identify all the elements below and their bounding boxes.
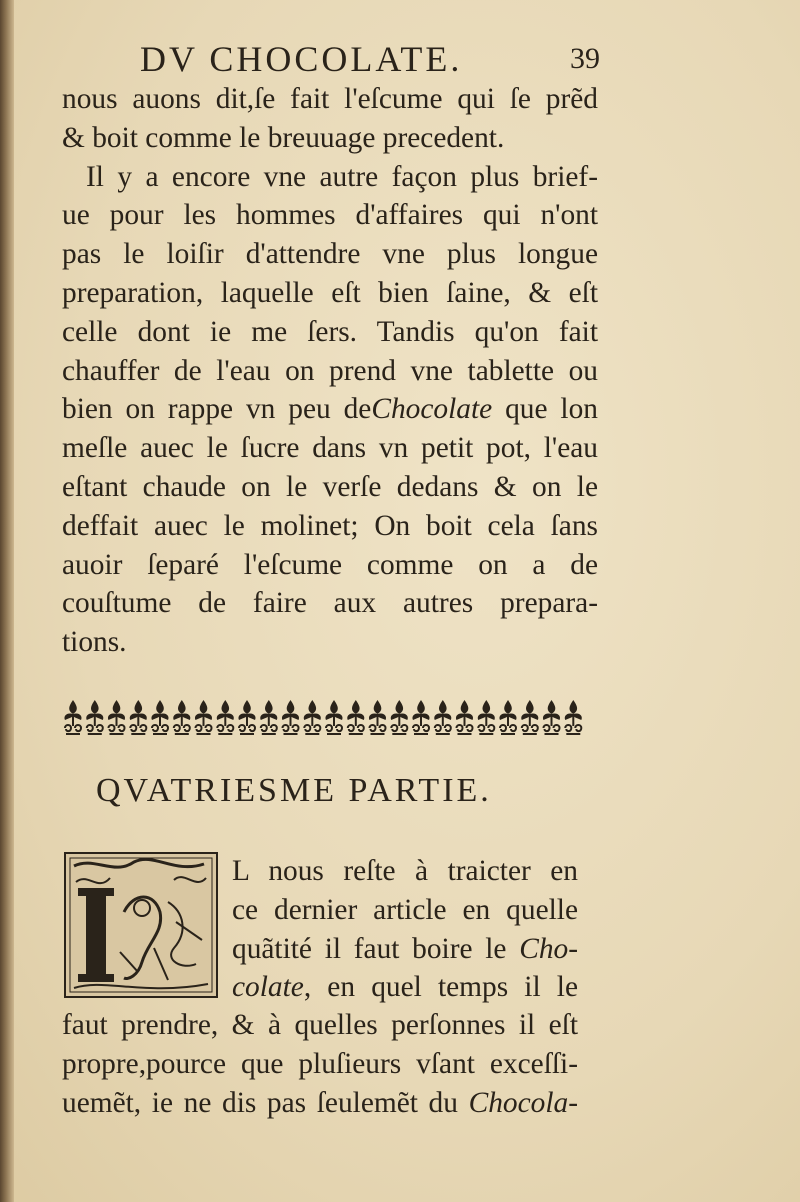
fleuron-icon — [64, 700, 81, 734]
text-line — [62, 390, 598, 429]
fleuron-icon — [499, 700, 516, 734]
text-line: deffait auec le molinet; On boit cela ſans — [62, 509, 598, 542]
text-span: bien on rappe vn peu de — [62, 393, 372, 426]
text-span: uemẽt, ie ne dis pas ſeulemẽt du — [62, 1086, 458, 1119]
fleuron-icon — [238, 700, 255, 734]
page-number: 39 — [570, 42, 600, 75]
text-line — [232, 930, 578, 969]
fleuron-icon — [173, 700, 190, 734]
text-line: chauffer de l'eau on prend vne tablette ou — [62, 354, 598, 387]
decorated-initial-i — [64, 852, 218, 998]
page-header — [140, 38, 600, 82]
text-line — [232, 968, 578, 1007]
chapter-opening-continued — [62, 1006, 578, 1122]
fleuron-icon — [456, 700, 473, 734]
text-line: preparation, laquelle eſt bien ſaine, & eſt — [62, 276, 598, 309]
text-line: faut prendre, & à quelles perſonnes il eſt — [62, 1009, 578, 1041]
section-title: QVATRIESME PARTIE. — [96, 772, 492, 809]
text-line: meſle auec le ſucre dans vn petit pot, l'eau — [62, 432, 598, 465]
text-span: , en quel temps il le — [303, 971, 578, 1004]
chapter-opening-indented — [232, 852, 578, 1007]
fleuron-icon — [217, 700, 234, 734]
text-line: & boit comme le breuuage precedent. — [62, 121, 505, 154]
body-paragraph — [62, 80, 598, 662]
text-line: propre,pource que pluſieurs vſant exceſſi- — [62, 1047, 578, 1080]
fleuron-icon — [369, 700, 386, 734]
fleuron-icon — [195, 700, 212, 734]
fleuron-icon — [151, 700, 168, 734]
text-line: auoir ſeparé l'eſcume comme on a de — [62, 548, 598, 581]
fleuron-icon — [130, 700, 147, 734]
fleuron-icon — [412, 700, 429, 734]
fleuron-icon — [260, 700, 277, 734]
text-line: pas le loiſir d'attendre vne plus longue — [62, 238, 598, 271]
fleuron-icon — [108, 700, 125, 734]
text-line: eſtant chaude on le verſe dedans & on le — [62, 470, 598, 503]
text-span: que lon — [505, 393, 598, 426]
fleuron-icon — [86, 700, 103, 734]
text-line: couſtume de faire aux autres prepara- — [62, 587, 598, 620]
running-title: DV CHOCOLATE. — [140, 39, 463, 79]
fleuron-icon — [347, 700, 364, 734]
fleuron-icon — [391, 700, 408, 734]
text-line — [62, 1084, 578, 1123]
book-gutter — [0, 0, 14, 1202]
fleuron-icon — [282, 700, 299, 734]
fleuron-icon — [304, 700, 321, 734]
italic-word: Chocolate — [371, 393, 493, 426]
fleuron-icon — [543, 700, 560, 734]
text-line: nous auons dit,ſe fait l'eſcume qui ſe prẽd — [62, 83, 598, 115]
text-line: L nous reſte à traicter en — [232, 855, 578, 887]
italic-word: Chocola- — [468, 1086, 578, 1119]
text-line: celle dont ie me ſers. Tandis qu'on fait — [62, 315, 598, 348]
italic-word: Cho- — [519, 932, 578, 965]
text-line: Il y a encore vne autre façon plus brief- — [86, 160, 598, 193]
text-line: ce dernier article en quelle — [232, 893, 578, 926]
text-line: tions. — [62, 626, 127, 659]
fleuron-icon — [325, 700, 342, 734]
text-span: quãtité il faut boire le — [232, 932, 507, 965]
italic-word: colate — [232, 971, 304, 1004]
fleuron-band — [62, 692, 584, 740]
fleuron-icon — [521, 700, 538, 734]
fleuron-icon — [565, 700, 582, 734]
text-line: ue pour les hommes d'affaires qui n'ont — [62, 199, 598, 232]
fleuron-icon — [434, 700, 451, 734]
fleuron-icon — [478, 700, 495, 734]
